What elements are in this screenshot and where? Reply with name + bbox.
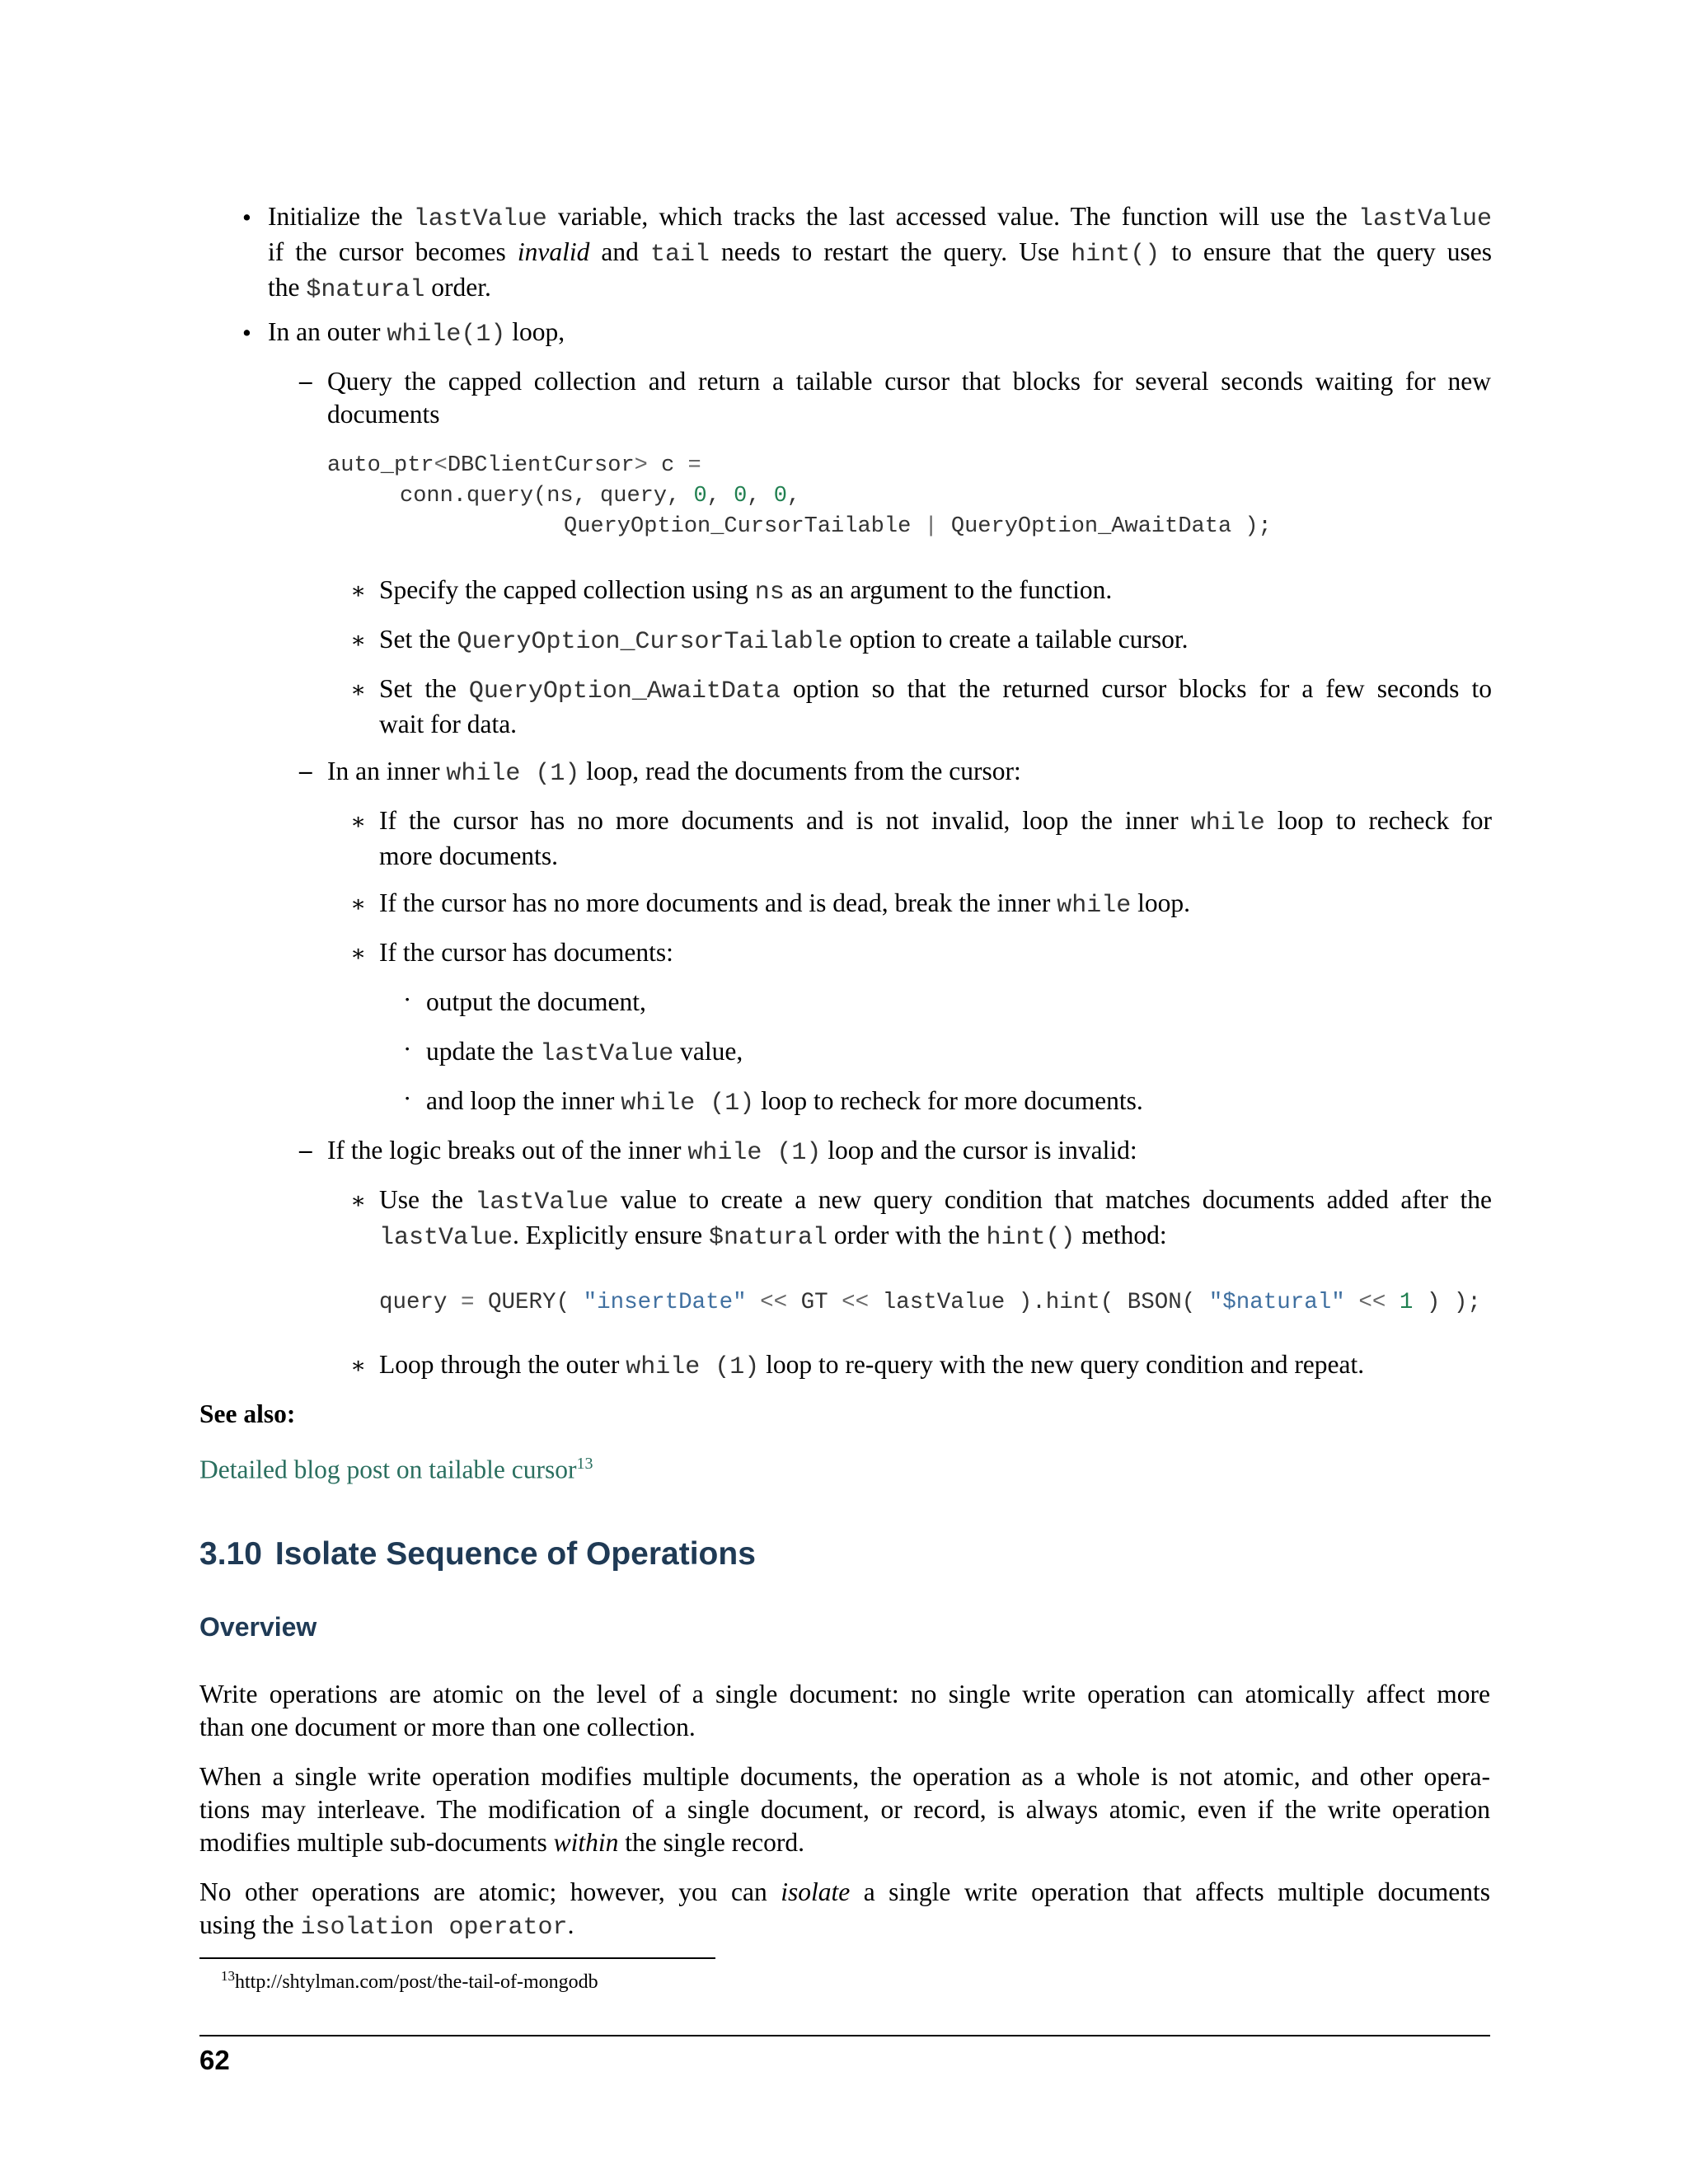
- code-operator: <<: [760, 1290, 788, 1315]
- code-token: ,: [747, 484, 774, 509]
- bullet-marker: •: [242, 318, 251, 347]
- text: and: [589, 237, 650, 266]
- inline-code: lastValue: [413, 205, 547, 233]
- dot-marker: ·: [403, 1034, 412, 1063]
- text: output the document,: [426, 987, 646, 1016]
- star-marker: ∗: [350, 809, 367, 835]
- section-title: Isolate Sequence of Operations: [274, 1536, 756, 1572]
- code-token: [1386, 1290, 1400, 1315]
- text: Query the capped collection and return a tailable cursor that blocks for several seconds waiting for new: [327, 367, 1491, 396]
- code-token: DBClientCursor: [447, 453, 635, 478]
- code-operator: <<: [1358, 1290, 1386, 1315]
- code-operator: |: [924, 514, 938, 539]
- star-marker: ∗: [350, 941, 367, 967]
- see-also-label: See also:: [199, 1399, 296, 1428]
- code-token: ) );: [1413, 1290, 1481, 1315]
- italic-text: isolate: [781, 1877, 851, 1906]
- text: using the: [199, 1910, 301, 1939]
- text: loop.: [1131, 888, 1191, 917]
- dash-marker: –: [299, 1135, 312, 1164]
- inline-code: lastValue: [540, 1040, 674, 1068]
- footnote-divider: [199, 1957, 715, 1959]
- star-marker: ∗: [350, 892, 367, 917]
- code-token: query: [379, 1290, 462, 1315]
- code-token: [1345, 1290, 1359, 1315]
- text: No other operations are atomic; however, you can: [199, 1877, 781, 1906]
- star-marker: ∗: [350, 1353, 367, 1379]
- star-marker: ∗: [350, 579, 367, 604]
- tailable-cursor-link[interactable]: Detailed blog post on tailable cursor: [199, 1455, 577, 1484]
- star-await-data: [379, 673, 1492, 741]
- text: loop to recheck for: [1264, 806, 1492, 835]
- text: tions may interleave. The modification of a single document, or record, is always atomic, even if the write operation: [199, 1795, 1490, 1824]
- inline-code: while(1): [387, 321, 506, 349]
- text: order with the: [828, 1221, 987, 1249]
- italic-text: invalid: [517, 237, 590, 266]
- inline-code: ns: [754, 579, 785, 607]
- star-marker: ∗: [350, 1188, 367, 1214]
- dash-cursor-invalid: [327, 1134, 1491, 1169]
- code-number: 1: [1399, 1290, 1414, 1315]
- footnote-mark: 13: [221, 1968, 235, 1984]
- inline-code: while (1): [621, 1090, 755, 1118]
- star-marker: ∗: [350, 628, 367, 654]
- text: loop, read the documents from the cursor:: [579, 757, 1021, 785]
- text: update the: [426, 1037, 541, 1066]
- dot-marker: ·: [403, 1084, 412, 1113]
- subsection-heading: Overview: [199, 1612, 317, 1642]
- code-token: conn.query(ns, query,: [400, 484, 694, 509]
- text: . Explicitly ensure: [513, 1221, 709, 1249]
- inline-code: while: [1190, 809, 1265, 837]
- text: Set the: [379, 674, 469, 703]
- text: a single write operation that affects multiple documents: [850, 1877, 1491, 1906]
- dash-query-capped-collection: [327, 365, 1491, 431]
- inline-code: lastValue: [475, 1188, 609, 1216]
- dot-output-document: [426, 986, 1489, 1019]
- code-operator: >: [634, 453, 648, 478]
- code-token: QueryOption_AwaitData );: [937, 514, 1272, 539]
- star-cursor-tailable: [379, 623, 1492, 658]
- text: value to create a new query condition that matches documents added after the: [608, 1185, 1492, 1214]
- bullet-marker: •: [242, 203, 251, 232]
- star-no-more-documents: [379, 804, 1492, 873]
- text: If the cursor has no more documents and is dead, break the inner: [379, 888, 1057, 917]
- text: modifies multiple sub-documents: [199, 1828, 554, 1857]
- inline-code: $natural: [306, 276, 425, 304]
- star-cursor-dead: [379, 887, 1492, 922]
- text: needs to restart the query. Use: [709, 237, 1071, 266]
- code-number: 0: [693, 484, 707, 509]
- code-operator: <: [434, 453, 448, 478]
- code-token: auto_ptr: [327, 453, 434, 478]
- text: Loop through the outer: [379, 1350, 626, 1379]
- code-number: 0: [734, 484, 748, 509]
- text: as an argument to the function.: [784, 575, 1113, 604]
- code-token: lastValue ).hint( BSON(: [869, 1290, 1209, 1315]
- code-block-requery: [379, 1287, 1481, 1318]
- footer-divider: [199, 2035, 1490, 2036]
- code-token: GT: [787, 1290, 842, 1315]
- text: method:: [1075, 1221, 1167, 1249]
- star-use-lastvalue: [379, 1183, 1492, 1254]
- star-has-documents: [379, 936, 1492, 969]
- text: When a single write operation modifies multiple documents, the operation as a whole is not atomic, and other opera-: [199, 1762, 1490, 1791]
- text: If the cursor has documents:: [379, 938, 673, 967]
- text: if the cursor becomes: [268, 237, 518, 266]
- text: Write operations are atomic on the level of a single document: no single write operation can atomically affect more: [199, 1680, 1490, 1708]
- code-block-query: [327, 451, 1272, 542]
- paragraph-atomic-single-document: [199, 1678, 1490, 1744]
- text: the single record.: [618, 1828, 805, 1857]
- code-token: ,: [706, 484, 734, 509]
- text: variable, which tracks the last accessed value. The function will use the: [546, 202, 1358, 231]
- code-token: c: [647, 453, 688, 478]
- footnote: [221, 1963, 598, 1995]
- inline-code: isolation operator: [300, 1914, 568, 1942]
- dot-loop-inner: [426, 1085, 1489, 1120]
- dot-update-lastvalue: [426, 1035, 1489, 1071]
- code-token: ,: [786, 484, 801, 509]
- text: loop to re-query with the new query condition and repeat.: [759, 1350, 1365, 1379]
- text: In an inner: [327, 757, 447, 785]
- inline-code: while: [1057, 892, 1132, 920]
- text: to ensure that the query uses: [1160, 237, 1493, 266]
- dash-marker: –: [299, 366, 312, 395]
- text: Set the: [379, 625, 457, 654]
- code-token: QueryOption_CursorTailable: [564, 514, 925, 539]
- star-marker: ∗: [350, 677, 367, 703]
- dash-inner-loop: [327, 755, 1491, 790]
- inline-code: hint(): [1071, 241, 1160, 269]
- inline-code: QueryOption_AwaitData: [468, 677, 781, 705]
- footnote-ref[interactable]: 13: [576, 1455, 593, 1473]
- text: .: [567, 1910, 574, 1939]
- inline-code: hint(): [986, 1224, 1076, 1252]
- text: If the cursor has no more documents and is not invalid, loop the inner: [379, 806, 1191, 835]
- star-specify-ns: [379, 574, 1492, 609]
- text: Specify the capped collection using: [379, 575, 755, 604]
- text: In an outer: [268, 317, 387, 346]
- code-operator: <<: [842, 1290, 870, 1315]
- text: Initialize the: [268, 202, 414, 231]
- inline-code: tail: [649, 241, 710, 269]
- inline-code: while (1): [687, 1139, 822, 1167]
- text: option so that the returned cursor blocks for a few seconds to: [780, 674, 1492, 703]
- inline-code: while (1): [626, 1353, 760, 1381]
- text: If the logic breaks out of the inner: [327, 1136, 688, 1165]
- text: loop,: [505, 317, 565, 346]
- inline-code: lastValue: [1357, 205, 1492, 233]
- star-loop-outer: [379, 1348, 1492, 1384]
- text: than one document or more than one collection.: [199, 1713, 696, 1741]
- paragraph-multiple-documents: [199, 1760, 1490, 1859]
- text: Use the: [379, 1185, 476, 1214]
- text: order.: [424, 273, 491, 302]
- code-operator: =: [461, 1290, 475, 1315]
- text: and loop the inner: [426, 1086, 621, 1115]
- bullet-initialize-lastvalue: [268, 200, 1492, 307]
- section-heading: [199, 1535, 756, 1574]
- inline-code: QueryOption_CursorTailable: [457, 628, 843, 656]
- text: more documents.: [379, 841, 558, 870]
- footnote-url[interactable]: http://shtylman.com/post/the-tail-of-mongodb: [235, 1971, 598, 1993]
- inline-code: $natural: [708, 1224, 828, 1252]
- text: documents: [327, 400, 440, 429]
- code-operator: =: [687, 453, 701, 478]
- see-also-entry: [199, 1447, 1490, 1487]
- text: option to create a tailable cursor.: [842, 625, 1189, 654]
- section-number: 3.10: [199, 1536, 262, 1572]
- code-number: 0: [773, 484, 787, 509]
- text: loop to recheck for more documents.: [754, 1086, 1143, 1115]
- text: value,: [673, 1037, 743, 1066]
- text: wait for data.: [379, 710, 518, 738]
- paragraph-isolate: [199, 1876, 1490, 1944]
- dot-marker: ·: [403, 985, 412, 1014]
- inline-code: lastValue: [379, 1224, 513, 1252]
- italic-text: within: [553, 1828, 619, 1857]
- inline-code: while (1): [446, 760, 580, 788]
- code-token: QUERY(: [474, 1290, 584, 1315]
- page-number: 62: [199, 2045, 230, 2075]
- code-string: "$natural": [1208, 1290, 1345, 1315]
- dash-marker: –: [299, 756, 312, 785]
- text: loop and the cursor is invalid:: [821, 1136, 1137, 1165]
- text: the: [268, 273, 307, 302]
- code-string: "insertDate": [583, 1290, 747, 1315]
- bullet-outer-loop: [268, 316, 1492, 351]
- code-token: [747, 1290, 761, 1315]
